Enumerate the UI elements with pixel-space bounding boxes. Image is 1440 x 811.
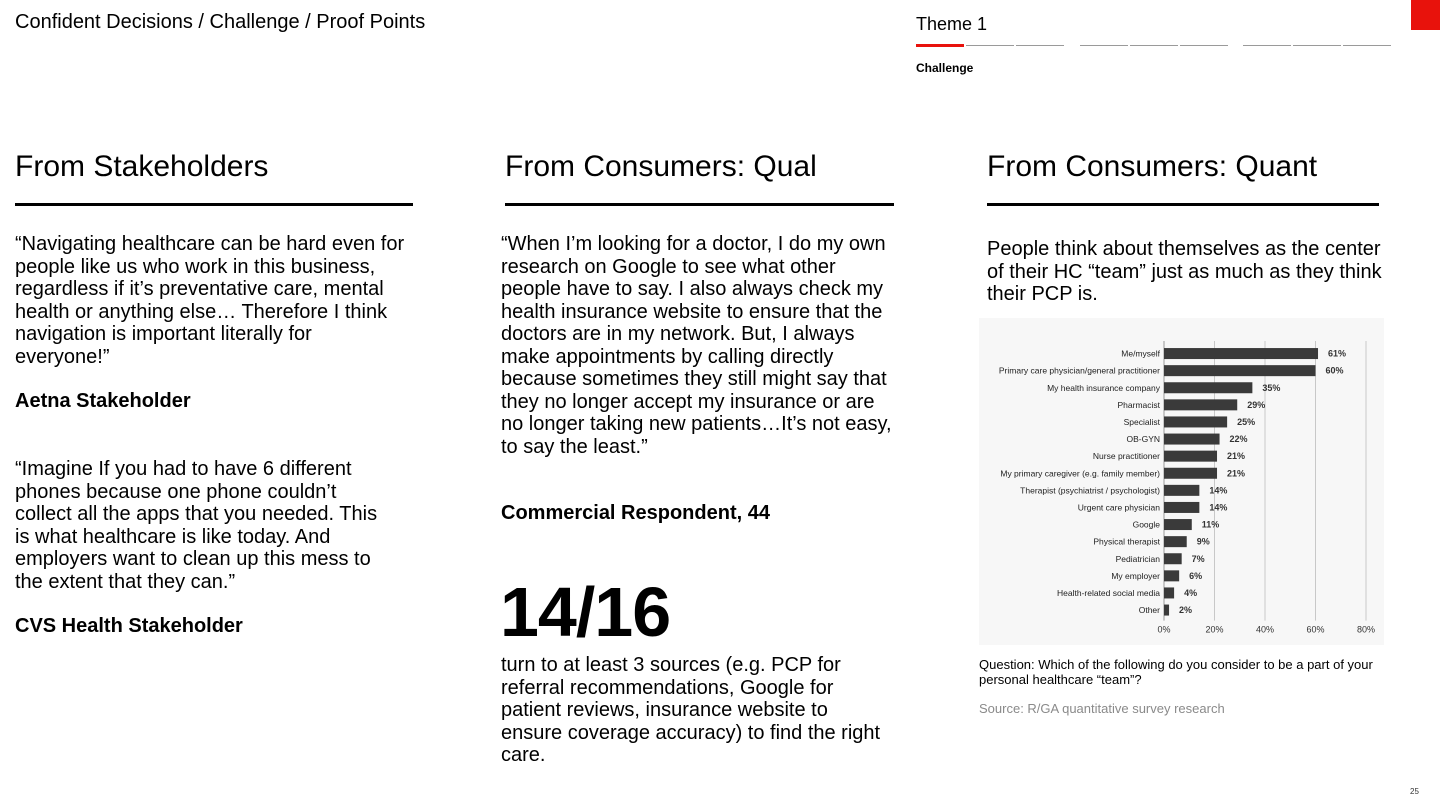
stakeholder-quote-2: “Imagine If you had to have 6 different phones because one phone couldn’t collect all the apps that you needed. This is what healthcare is like today. And employers want to clean up this mess to the extent that they can.” [15, 458, 378, 593]
progress-segment [966, 45, 1014, 46]
theme-label: Theme 1 [916, 14, 988, 34]
stakeholders-rule [15, 203, 413, 206]
chart-category-label: Google [1132, 519, 1160, 530]
chart-bar [1164, 502, 1199, 513]
chart-category-label: OB-GYN [1126, 434, 1160, 445]
chart-bar [1164, 451, 1217, 462]
progress-segment-active [916, 44, 964, 47]
chart-tick-label: 20% [1205, 624, 1224, 635]
chart-value-label: 25% [1237, 416, 1256, 427]
chart-bar [1164, 485, 1199, 496]
chart-question: Question: Which of the following do you consider to be a part of your personal healthcare “team”? [979, 657, 1373, 687]
qual-big-stat: 14/16 [500, 573, 671, 651]
chart-value-label: 21% [1227, 468, 1246, 479]
breadcrumb: Confident Decisions / Challenge / Proof Points [15, 11, 426, 33]
chart-value-label: 60% [1325, 365, 1344, 376]
chart-value-label: 35% [1262, 382, 1281, 393]
progress-segment [1080, 45, 1128, 46]
quant-intro: People think about themselves as the center of their HC “team” just as much as they think their PCP is. [987, 238, 1382, 305]
stakeholder-attribution-2: CVS Health Stakeholder [15, 615, 243, 637]
chart-value-label: 11% [1201, 519, 1220, 530]
chart-tick-label: 80% [1356, 624, 1376, 635]
chart-category-label: Nurse practitioner [1092, 451, 1160, 462]
chart-category-label: Physical therapist [1093, 536, 1160, 547]
chart-bar [1164, 587, 1174, 598]
qual-attribution: Commercial Respondent, 44 [501, 502, 770, 524]
progress-segment [1343, 45, 1391, 46]
chart-value-label: 7% [1191, 553, 1205, 564]
chart-category-label: Pediatrician [1115, 553, 1160, 564]
chart-bar [1164, 536, 1187, 547]
chart-category-label: Me/myself [1121, 348, 1160, 359]
qual-stat-text: turn to at least 3 sources (e.g. PCP for referral recommendations, Google for patient reviews, insurance website to ensure coverage accuracy) to find the right care. [501, 654, 881, 766]
chart-category-label: My primary caregiver (e.g. family member) [1000, 468, 1160, 479]
chart-tick-label: 60% [1306, 624, 1325, 635]
chart-bar [1164, 382, 1252, 393]
chart-value-label: 14% [1209, 502, 1228, 513]
progress-tracker [916, 45, 1396, 48]
chart-value-label: 2% [1179, 605, 1193, 616]
chart-value-label: 14% [1209, 485, 1228, 496]
chart-bar [1164, 348, 1318, 359]
chart-value-label: 29% [1247, 399, 1266, 410]
progress-segment [1180, 45, 1228, 46]
chart-category-label: My health insurance company [1047, 382, 1160, 393]
chart-category-label: My employer [1111, 570, 1160, 581]
chart-value-label: 22% [1229, 434, 1248, 445]
qual-rule [505, 203, 894, 206]
chart-category-label: Therapist (psychiatrist / psychologist) [1020, 485, 1160, 496]
chart-bar [1164, 399, 1237, 410]
chart-category-label: Other [1138, 605, 1160, 616]
page-number: 25 [1410, 787, 1419, 796]
chart-bar [1164, 570, 1179, 581]
chart-bar [1164, 416, 1227, 427]
progress-segment [1293, 45, 1341, 46]
brand-red-square [1411, 0, 1440, 30]
stakeholder-quote-1: “Navigating healthcare can be hard even for people like us who work in this business, regardless if it’s preventative care, mental health or anything else… Therefore I think navigation is important literally for everyone!” [15, 233, 405, 368]
chart-bar [1164, 468, 1217, 479]
chart-category-label: Specialist [1123, 416, 1160, 427]
chart-value-label: 21% [1227, 451, 1246, 462]
chart-bar [1164, 434, 1220, 445]
chart-category-label: Urgent care physician [1077, 502, 1160, 513]
chart-value-label: 4% [1184, 587, 1198, 598]
qual-title: From Consumers: Qual [505, 150, 817, 183]
quant-title: From Consumers: Quant [987, 150, 1318, 183]
chart-value-label: 61% [1328, 348, 1347, 359]
team-bar-chart [979, 318, 1384, 645]
progress-segment [1243, 45, 1291, 46]
chart-bar [1164, 553, 1182, 564]
chart-value-label: 6% [1189, 570, 1203, 581]
chart-value-label: 9% [1196, 536, 1210, 547]
progress-segment [1130, 45, 1178, 46]
chart-bar [1164, 519, 1192, 530]
chart-category-label: Pharmacist [1117, 399, 1160, 410]
chart-tick-label: 0% [1157, 624, 1171, 635]
chart-category-label: Primary care physician/general practitioner [998, 365, 1160, 376]
chart-bar [1164, 365, 1316, 376]
chart-svg [979, 318, 1384, 645]
chart-source: Source: R/GA quantitative survey research [979, 701, 1225, 716]
stage-label: Challenge [916, 61, 974, 75]
chart-bar [1164, 605, 1169, 616]
stakeholders-title: From Stakeholders [15, 150, 269, 183]
progress-segment [1016, 45, 1064, 46]
qual-quote: “When I’m looking for a doctor, I do my own research on Google to see what other people have to say. I also always check my health insurance website to ensure that the doctors are in my network. But, I always make appointments by calling directly because sometimes they still might say that they no longer accept my insurance or are no longer taking new patients…It’s not easy, to say the least.” [501, 233, 892, 458]
stakeholder-attribution-1: Aetna Stakeholder [15, 390, 191, 412]
chart-category-label: Health-related social media [1057, 587, 1160, 598]
quant-rule [987, 203, 1379, 206]
chart-tick-label: 40% [1255, 624, 1275, 635]
